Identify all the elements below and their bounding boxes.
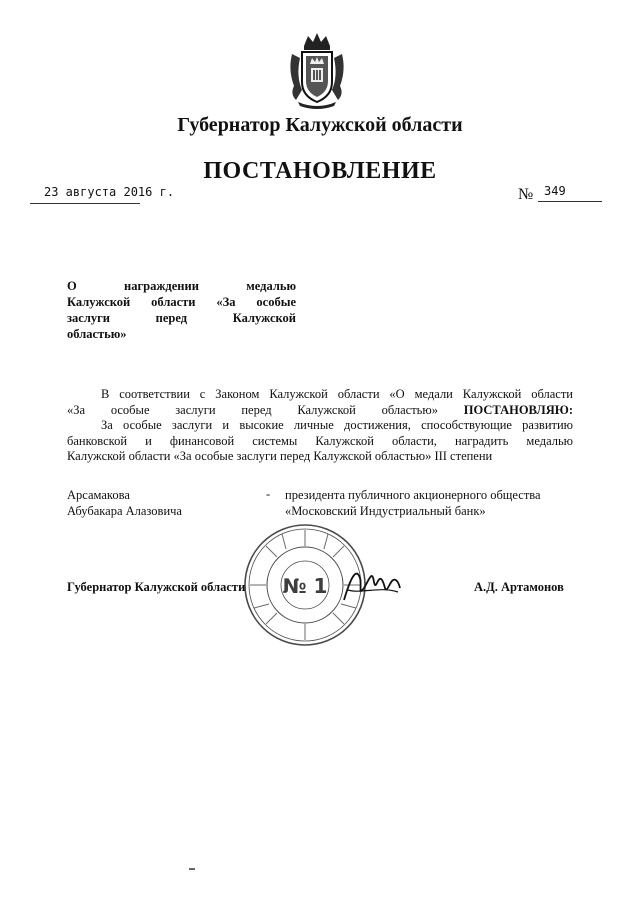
seal-center-text: № 1 — [282, 574, 328, 598]
subject-line: Калужской области «За особые — [67, 295, 296, 309]
subject-line: заслуги перед Калужской — [67, 311, 296, 325]
document-date: 23 августа 2016 г. — [44, 185, 175, 199]
handwritten-signature-icon — [340, 560, 404, 610]
recipient-dash: - — [266, 487, 271, 501]
subject-line: О награждении медалью — [67, 279, 296, 293]
position-line: «Московский Индустриальный банк» — [285, 504, 486, 518]
body-text: «За особые заслуги перед Калужской областью» — [67, 402, 464, 417]
award-recipient — [67, 487, 182, 519]
position-line: президента публичного акционерного общества — [285, 488, 541, 502]
signatory-name: А.Д. Артамонов — [474, 580, 564, 594]
document-subject — [67, 278, 296, 342]
kaluga-coat-of-arms-icon — [284, 30, 350, 110]
page-speck — [189, 858, 195, 862]
number-sign: № — [518, 186, 534, 203]
body-line: В соответствии с Законом Калужской области «О медали Калужской области — [101, 387, 573, 401]
decree-body — [67, 387, 573, 465]
signatory-title: Губернатор Калужской области — [67, 580, 246, 594]
recipient-surname: Арсамакова — [67, 488, 130, 502]
recipient-position — [285, 487, 541, 519]
date-underline — [30, 203, 140, 204]
recipient-given-names: Абубакара Алазовича — [67, 504, 182, 518]
number-underline — [538, 201, 602, 202]
body-line: банковской и финансовой системы Калужской области, наградить медалью — [67, 433, 573, 448]
decree-keyword: ПОСТАНОВЛЯЮ: — [463, 402, 573, 417]
body-line: Калужской области «За особые заслуги перед Калужской областью» III степени — [67, 449, 493, 463]
governor-title: Губернатор Калужской области — [177, 114, 463, 136]
subject-line: областью» — [67, 327, 127, 341]
body-line — [67, 403, 573, 419]
document-number: 349 — [544, 184, 566, 198]
body-line: За особые заслуги и высокие личные достижения, способствующие развитию — [101, 418, 573, 432]
document-type-heading: ПОСТАНОВЛЕНИЕ — [203, 158, 437, 184]
